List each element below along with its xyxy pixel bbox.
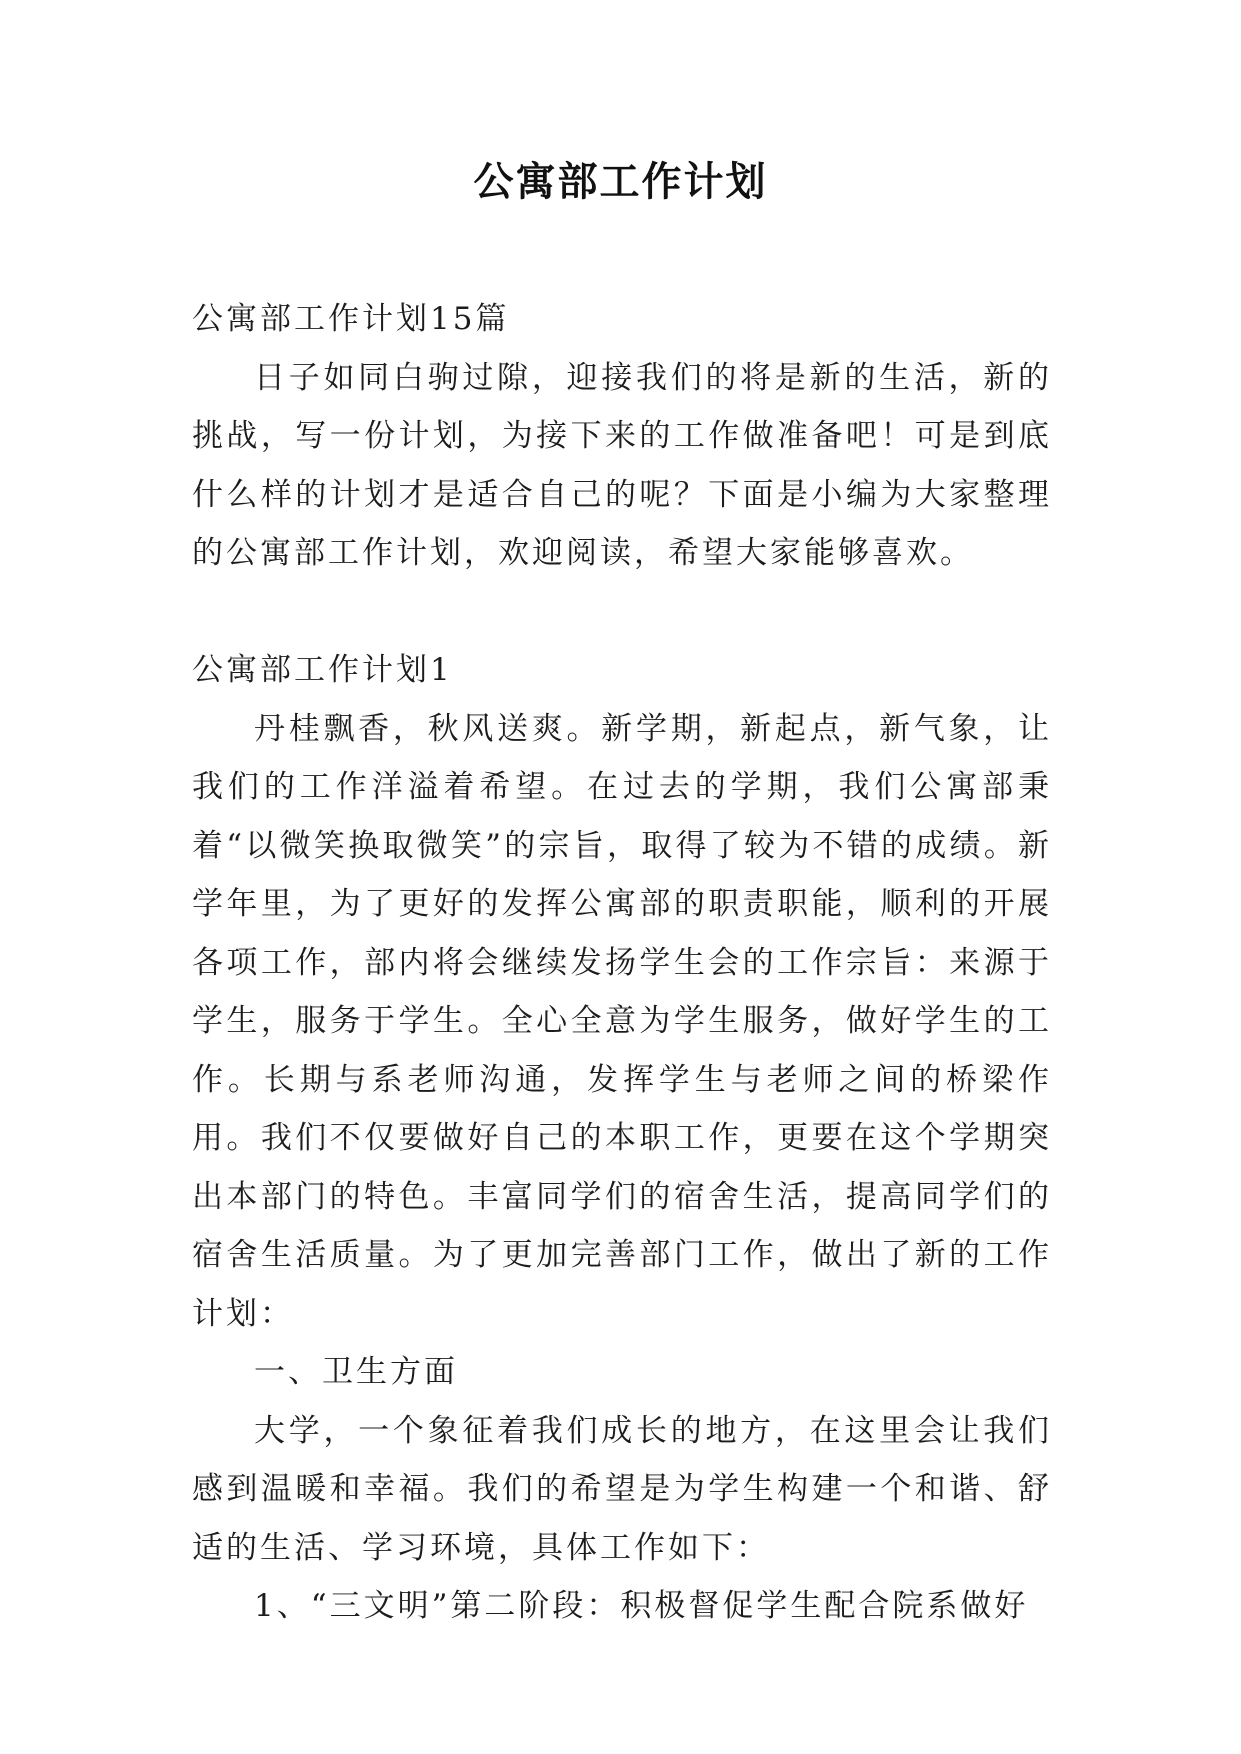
list-item: 1、“三文明”第二阶段：积极督促学生配合院系做好 <box>254 1588 1029 1624</box>
document-subtitle: 公寓部工作计划15篇 <box>192 301 510 337</box>
document-title: 公寓部工作计划 <box>473 158 768 205</box>
intro-paragraph: 日子如同白驹过隙，迎接我们的将是新的生活，新的挑战，写一份计划，为接下来的工作做准备吧！可是到底什么样的计划才是适合自己的呢？下面是小编为大家整理的公寓部工作计划，欢迎阅读，希望大家能够喜欢。 <box>192 359 1052 571</box>
section-heading: 公寓部工作计划1 <box>192 652 453 688</box>
subsection-heading: 一、卫生方面 <box>254 1354 458 1390</box>
section-paragraph: 丹桂飘香，秋风送爽。新学期，新起点，新气象，让我们的工作洋溢着希望。在过去的学期，我们公寓部秉着“以微笑换取微笑”的宗旨，取得了较为不错的成绩。新学年里，为了更好的发挥公寓部的职责职能，顺利的开展各项工作，部内将会继续发扬学生会的工作宗旨：来源于学生，服务于学生。全心全意为学生服务，做好学生的工作。长期与系老师沟通，发挥学生与老师之间的桥梁作用。我们不仅要做好自己的本职工作，更要在这个学期突出本部门的特色。丰富同学们的宿舍生活，提高同学们的宿舍生活质量。为了更加完善部门工作，做出了新的工作计划： <box>192 710 1052 1332</box>
document-body <box>192 290 1052 1636</box>
paragraph-gap <box>192 583 1052 642</box>
section-paragraph-2: 大学，一个象征着我们成长的地方，在这里会让我们感到温暖和幸福。我们的希望是为学生构建一个和谐、舒适的生活、学习环境，具体工作如下： <box>192 1412 1052 1566</box>
